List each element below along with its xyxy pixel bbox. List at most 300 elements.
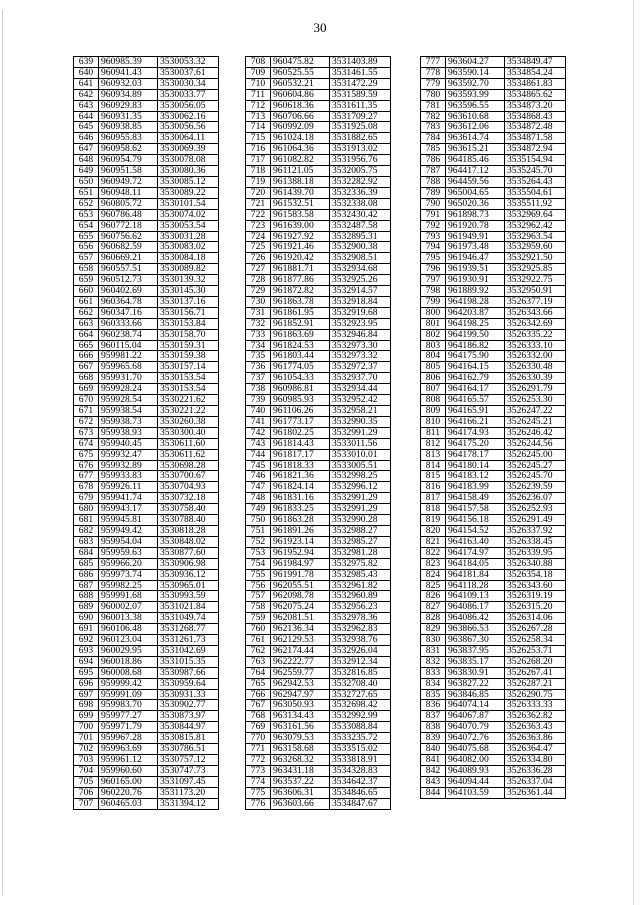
table-row (74, 122, 219, 133)
table-row (246, 689, 391, 700)
point-number: 823 (421, 558, 446, 569)
table-row (421, 275, 566, 286)
y-coordinate: 3532487.58 (330, 220, 391, 231)
y-coordinate: 3530139.32 (158, 275, 219, 286)
point-number: 647 (74, 144, 99, 155)
x-coordinate: 961920.42 (271, 253, 330, 264)
y-coordinate: 3526245.00 (505, 449, 566, 460)
y-coordinate: 3526268.20 (505, 656, 566, 667)
x-coordinate: 960932.03 (99, 78, 158, 89)
x-coordinate: 961817.17 (271, 449, 330, 460)
point-number: 700 (74, 722, 99, 733)
y-coordinate: 3532996.12 (330, 482, 391, 493)
y-coordinate: 3532969.64 (505, 209, 566, 220)
y-coordinate: 3530074.02 (158, 209, 219, 220)
x-coordinate: 960954.79 (99, 155, 158, 166)
point-number: 800 (421, 307, 446, 318)
y-coordinate: 3526343.66 (505, 307, 566, 318)
table-row (421, 656, 566, 667)
point-number: 825 (421, 580, 446, 591)
table-row (246, 122, 391, 133)
x-coordinate: 959928.54 (99, 395, 158, 406)
table-row (74, 198, 219, 209)
x-coordinate: 963604.27 (446, 57, 505, 68)
x-coordinate: 960512.73 (99, 275, 158, 286)
x-coordinate: 960955.83 (99, 133, 158, 144)
point-number: 836 (421, 700, 446, 711)
x-coordinate: 959982.25 (99, 580, 158, 591)
y-coordinate: 3530936.12 (158, 569, 219, 580)
x-coordinate: 960465.03 (99, 798, 158, 809)
point-number: 780 (421, 89, 446, 100)
table-row (246, 351, 391, 362)
x-coordinate: 963830.91 (446, 667, 505, 678)
y-coordinate: 3531268.77 (158, 624, 219, 635)
table-row (246, 667, 391, 678)
point-number: 809 (421, 406, 446, 417)
x-coordinate: 963866.53 (446, 624, 505, 635)
point-number: 734 (246, 340, 271, 351)
point-number: 657 (74, 253, 99, 264)
table-row (246, 591, 391, 602)
x-coordinate: 961891.26 (271, 525, 330, 536)
y-coordinate: 3530221.62 (158, 395, 219, 406)
table-row (246, 329, 391, 340)
y-coordinate: 3532978.36 (330, 613, 391, 624)
x-coordinate: 964174.97 (446, 547, 505, 558)
y-coordinate: 3526267.28 (505, 624, 566, 635)
point-number: 655 (74, 231, 99, 242)
table-row (74, 318, 219, 329)
point-number: 712 (246, 100, 271, 111)
table-row (246, 515, 391, 526)
y-coordinate: 3530987.66 (158, 667, 219, 678)
x-coordinate: 963867.30 (446, 635, 505, 646)
table-row (421, 438, 566, 449)
x-coordinate: 964157.58 (446, 504, 505, 515)
x-coordinate: 963603.66 (271, 798, 330, 809)
table-row (74, 460, 219, 471)
table-row (421, 787, 566, 798)
table-row (421, 111, 566, 122)
table-row (246, 656, 391, 667)
y-coordinate: 3530085.12 (158, 176, 219, 187)
y-coordinate: 3530056.05 (158, 100, 219, 111)
x-coordinate: 964186.82 (446, 340, 505, 351)
y-coordinate: 3530959.64 (158, 678, 219, 689)
point-number: 746 (246, 471, 271, 482)
point-number: 729 (246, 286, 271, 297)
table-row (421, 755, 566, 766)
y-coordinate: 3526336.28 (505, 765, 566, 776)
point-number: 810 (421, 416, 446, 427)
y-coordinate: 3530084.18 (158, 253, 219, 264)
table-row (421, 471, 566, 482)
y-coordinate: 3534854.24 (505, 67, 566, 78)
table-row (74, 176, 219, 187)
page-number: 30 (313, 20, 327, 35)
y-coordinate: 3532946.84 (330, 329, 391, 340)
y-coordinate: 3526363.43 (505, 722, 566, 733)
y-coordinate: 3526236.07 (505, 493, 566, 504)
table-row (246, 416, 391, 427)
table-row (74, 296, 219, 307)
x-coordinate: 961889.92 (446, 286, 505, 297)
x-coordinate: 963592.70 (446, 78, 505, 89)
point-number: 650 (74, 176, 99, 187)
point-number: 707 (74, 798, 99, 809)
x-coordinate: 960951.58 (99, 166, 158, 177)
y-coordinate: 3532914.57 (330, 286, 391, 297)
point-number: 654 (74, 220, 99, 231)
y-coordinate: 3535154.94 (505, 155, 566, 166)
y-coordinate: 3532975.82 (330, 558, 391, 569)
y-coordinate: 3534849.47 (505, 57, 566, 68)
y-coordinate: 3530757.12 (158, 755, 219, 766)
x-coordinate: 964164.15 (446, 362, 505, 373)
x-coordinate: 961818.33 (271, 460, 330, 471)
table-row (246, 525, 391, 536)
point-number: 732 (246, 318, 271, 329)
y-coordinate: 3530844.97 (158, 722, 219, 733)
table-row (246, 362, 391, 373)
y-coordinate: 3532961.82 (330, 580, 391, 591)
x-coordinate: 959938.73 (99, 416, 158, 427)
y-coordinate: 3532918.84 (330, 296, 391, 307)
table-row (74, 166, 219, 177)
table-row (74, 689, 219, 700)
x-coordinate: 964165.57 (446, 395, 505, 406)
table-row (246, 722, 391, 733)
point-number: 794 (421, 242, 446, 253)
y-coordinate: 3526244.56 (505, 438, 566, 449)
point-number: 772 (246, 755, 271, 766)
y-coordinate: 3531913.02 (330, 144, 391, 155)
table-row (421, 569, 566, 580)
x-coordinate: 963846.85 (446, 689, 505, 700)
point-number: 724 (246, 231, 271, 242)
point-number: 768 (246, 711, 271, 722)
x-coordinate: 964086.42 (446, 613, 505, 624)
table-row (74, 100, 219, 111)
point-number: 666 (74, 351, 99, 362)
x-coordinate: 961863.28 (271, 515, 330, 526)
table-row (246, 471, 391, 482)
x-coordinate: 960525.55 (271, 67, 330, 78)
y-coordinate: 3532908.51 (330, 253, 391, 264)
x-coordinate: 961082.82 (271, 155, 330, 166)
x-coordinate: 961863.78 (271, 296, 330, 307)
x-coordinate: 960756.62 (99, 231, 158, 242)
y-coordinate: 3532950.91 (505, 286, 566, 297)
y-coordinate: 3532925.26 (330, 275, 391, 286)
point-number: 773 (246, 765, 271, 776)
y-coordinate: 3530153.54 (158, 384, 219, 395)
point-number: 764 (246, 667, 271, 678)
x-coordinate: 963161.56 (271, 722, 330, 733)
table-row (246, 100, 391, 111)
table-row (421, 67, 566, 78)
table-row (421, 318, 566, 329)
y-coordinate: 3526239.59 (505, 482, 566, 493)
x-coordinate: 959991.68 (99, 591, 158, 602)
table-row (74, 395, 219, 406)
x-coordinate: 964198.25 (446, 318, 505, 329)
table-row (74, 427, 219, 438)
y-coordinate: 3532698.42 (330, 700, 391, 711)
x-coordinate: 962081.51 (271, 613, 330, 624)
x-coordinate: 964203.87 (446, 307, 505, 318)
y-coordinate: 3526252.93 (505, 504, 566, 515)
point-number: 757 (246, 591, 271, 602)
table-row (74, 89, 219, 100)
point-number: 828 (421, 613, 446, 624)
table-row (246, 755, 391, 766)
y-coordinate: 3530758.40 (158, 504, 219, 515)
y-coordinate: 3534861.83 (505, 78, 566, 89)
y-coordinate: 3532963.54 (505, 231, 566, 242)
x-coordinate: 960238.74 (99, 329, 158, 340)
table-row (74, 667, 219, 678)
table-row (421, 78, 566, 89)
x-coordinate: 964166.21 (446, 416, 505, 427)
table-row (421, 57, 566, 68)
y-coordinate: 3532956.23 (330, 602, 391, 613)
y-coordinate: 3530033.77 (158, 89, 219, 100)
y-coordinate: 3533010.01 (330, 449, 391, 460)
table-row (74, 744, 219, 755)
x-coordinate: 963134.43 (271, 711, 330, 722)
x-coordinate: 960786.48 (99, 209, 158, 220)
x-coordinate: 963827.22 (446, 678, 505, 689)
table-row (246, 242, 391, 253)
x-coordinate: 960772.18 (99, 220, 158, 231)
table-row (74, 482, 219, 493)
x-coordinate: 964178.17 (446, 449, 505, 460)
y-coordinate: 3534873.20 (505, 100, 566, 111)
x-coordinate: 959938.93 (99, 427, 158, 438)
table-row (74, 722, 219, 733)
point-number: 783 (421, 122, 446, 133)
y-coordinate: 3526245.21 (505, 416, 566, 427)
point-number: 708 (246, 57, 271, 68)
x-coordinate: 960805.72 (99, 198, 158, 209)
point-number: 759 (246, 613, 271, 624)
y-coordinate: 3530704.93 (158, 482, 219, 493)
point-number: 671 (74, 406, 99, 417)
table-row (246, 373, 391, 384)
x-coordinate: 964164.17 (446, 384, 505, 395)
x-coordinate: 964074.14 (446, 700, 505, 711)
table-row (246, 765, 391, 776)
table-row (74, 787, 219, 798)
table-row (421, 460, 566, 471)
table-row (246, 427, 391, 438)
point-number: 841 (421, 755, 446, 766)
x-coordinate: 961024.18 (271, 133, 330, 144)
y-coordinate: 3532895.31 (330, 231, 391, 242)
table-row (246, 776, 391, 787)
x-coordinate: 962222.77 (271, 656, 330, 667)
point-number: 740 (246, 406, 271, 417)
y-coordinate: 3530906.98 (158, 558, 219, 569)
x-coordinate: 964158.49 (446, 493, 505, 504)
y-coordinate: 3532991.29 (330, 504, 391, 515)
scan-edge-right (633, 0, 634, 905)
y-coordinate: 3531611.35 (330, 100, 391, 111)
y-coordinate: 3531021.84 (158, 602, 219, 613)
x-coordinate: 959938.54 (99, 406, 158, 417)
x-coordinate: 963835.17 (446, 656, 505, 667)
table-row (246, 220, 391, 231)
table-row (421, 624, 566, 635)
y-coordinate: 3531472.29 (330, 78, 391, 89)
table-row (421, 122, 566, 133)
y-coordinate: 3534872.48 (505, 122, 566, 133)
y-coordinate: 3530965.01 (158, 580, 219, 591)
x-coordinate: 961821.36 (271, 471, 330, 482)
point-number: 716 (246, 144, 271, 155)
x-coordinate: 963079.53 (271, 733, 330, 744)
y-coordinate: 3530993.59 (158, 591, 219, 602)
table-row (74, 438, 219, 449)
table-row (421, 296, 566, 307)
x-coordinate: 959941.74 (99, 493, 158, 504)
x-coordinate: 960347.16 (99, 307, 158, 318)
y-coordinate: 3533011.56 (330, 438, 391, 449)
point-number: 677 (74, 471, 99, 482)
table-row (74, 700, 219, 711)
table-row (74, 515, 219, 526)
point-number: 778 (421, 67, 446, 78)
table-row (246, 155, 391, 166)
point-number: 761 (246, 635, 271, 646)
point-number: 720 (246, 187, 271, 198)
y-coordinate: 3532960.89 (330, 591, 391, 602)
x-coordinate: 961106.26 (271, 406, 330, 417)
point-number: 727 (246, 264, 271, 275)
y-coordinate: 3532912.34 (330, 656, 391, 667)
y-coordinate: 3534865.62 (505, 89, 566, 100)
y-coordinate: 3532988.27 (330, 525, 391, 536)
y-coordinate: 3532991.29 (330, 427, 391, 438)
coordinate-table-1 (73, 56, 219, 810)
table-row (74, 569, 219, 580)
x-coordinate: 961861.95 (271, 307, 330, 318)
point-number: 709 (246, 67, 271, 78)
y-coordinate: 3532972.37 (330, 362, 391, 373)
point-number: 799 (421, 296, 446, 307)
point-number: 826 (421, 591, 446, 602)
y-coordinate: 3532998.25 (330, 471, 391, 482)
y-coordinate: 3530818.28 (158, 525, 219, 536)
point-number: 840 (421, 744, 446, 755)
point-number: 815 (421, 471, 446, 482)
x-coordinate: 962129.53 (271, 635, 330, 646)
point-number: 788 (421, 176, 446, 187)
point-number: 640 (74, 67, 99, 78)
x-coordinate: 960029.95 (99, 645, 158, 656)
table-row (246, 318, 391, 329)
x-coordinate: 963615.21 (446, 144, 505, 155)
x-coordinate: 961388.18 (271, 176, 330, 187)
point-number: 639 (74, 57, 99, 68)
y-coordinate: 3532727.65 (330, 689, 391, 700)
y-coordinate: 3532919.68 (330, 307, 391, 318)
x-coordinate: 960706.66 (271, 111, 330, 122)
x-coordinate: 961121.05 (271, 166, 330, 177)
y-coordinate: 3530083.02 (158, 242, 219, 253)
x-coordinate: 959971.79 (99, 722, 158, 733)
point-number: 664 (74, 329, 99, 340)
point-number: 684 (74, 547, 99, 558)
x-coordinate: 964156.18 (446, 515, 505, 526)
point-number: 834 (421, 678, 446, 689)
table-row (246, 144, 391, 155)
x-coordinate: 959928.24 (99, 384, 158, 395)
point-number: 767 (246, 700, 271, 711)
x-coordinate: 964075.68 (446, 744, 505, 755)
x-coordinate: 961639.00 (271, 220, 330, 231)
x-coordinate: 962098.78 (271, 591, 330, 602)
point-number: 719 (246, 176, 271, 187)
x-coordinate: 961877.86 (271, 275, 330, 286)
point-number: 694 (74, 656, 99, 667)
y-coordinate: 3534642.37 (330, 776, 391, 787)
x-coordinate: 961824.53 (271, 340, 330, 351)
table-row (421, 133, 566, 144)
point-number: 662 (74, 307, 99, 318)
table-row (74, 340, 219, 351)
x-coordinate: 963268.32 (271, 755, 330, 766)
table-row (74, 471, 219, 482)
point-number: 785 (421, 144, 446, 155)
x-coordinate: 959967.28 (99, 733, 158, 744)
table-row (246, 395, 391, 406)
point-number: 682 (74, 525, 99, 536)
point-number: 792 (421, 220, 446, 231)
y-coordinate: 3530053.32 (158, 57, 219, 68)
y-coordinate: 3526364.47 (505, 744, 566, 755)
table-row (74, 111, 219, 122)
y-coordinate: 3530101.54 (158, 198, 219, 209)
y-coordinate: 3535245.70 (505, 166, 566, 177)
table-row (246, 275, 391, 286)
point-number: 735 (246, 351, 271, 362)
point-number: 795 (421, 253, 446, 264)
table-row (421, 525, 566, 536)
x-coordinate: 960008.68 (99, 667, 158, 678)
x-coordinate: 964175.20 (446, 438, 505, 449)
table-row (246, 253, 391, 264)
y-coordinate: 3526330.48 (505, 362, 566, 373)
x-coordinate: 959945.81 (99, 515, 158, 526)
point-number: 731 (246, 307, 271, 318)
y-coordinate: 3530611.62 (158, 449, 219, 460)
y-coordinate: 3530747.73 (158, 765, 219, 776)
point-number: 842 (421, 765, 446, 776)
x-coordinate: 961920.78 (446, 220, 505, 231)
y-coordinate: 3532938.76 (330, 635, 391, 646)
table-row (74, 733, 219, 744)
y-coordinate: 3532973.32 (330, 351, 391, 362)
table-row (246, 493, 391, 504)
y-coordinate: 3530700.67 (158, 471, 219, 482)
x-coordinate: 961949.91 (446, 231, 505, 242)
y-coordinate: 3526362.82 (505, 711, 566, 722)
table-row (421, 187, 566, 198)
table-row (246, 57, 391, 68)
